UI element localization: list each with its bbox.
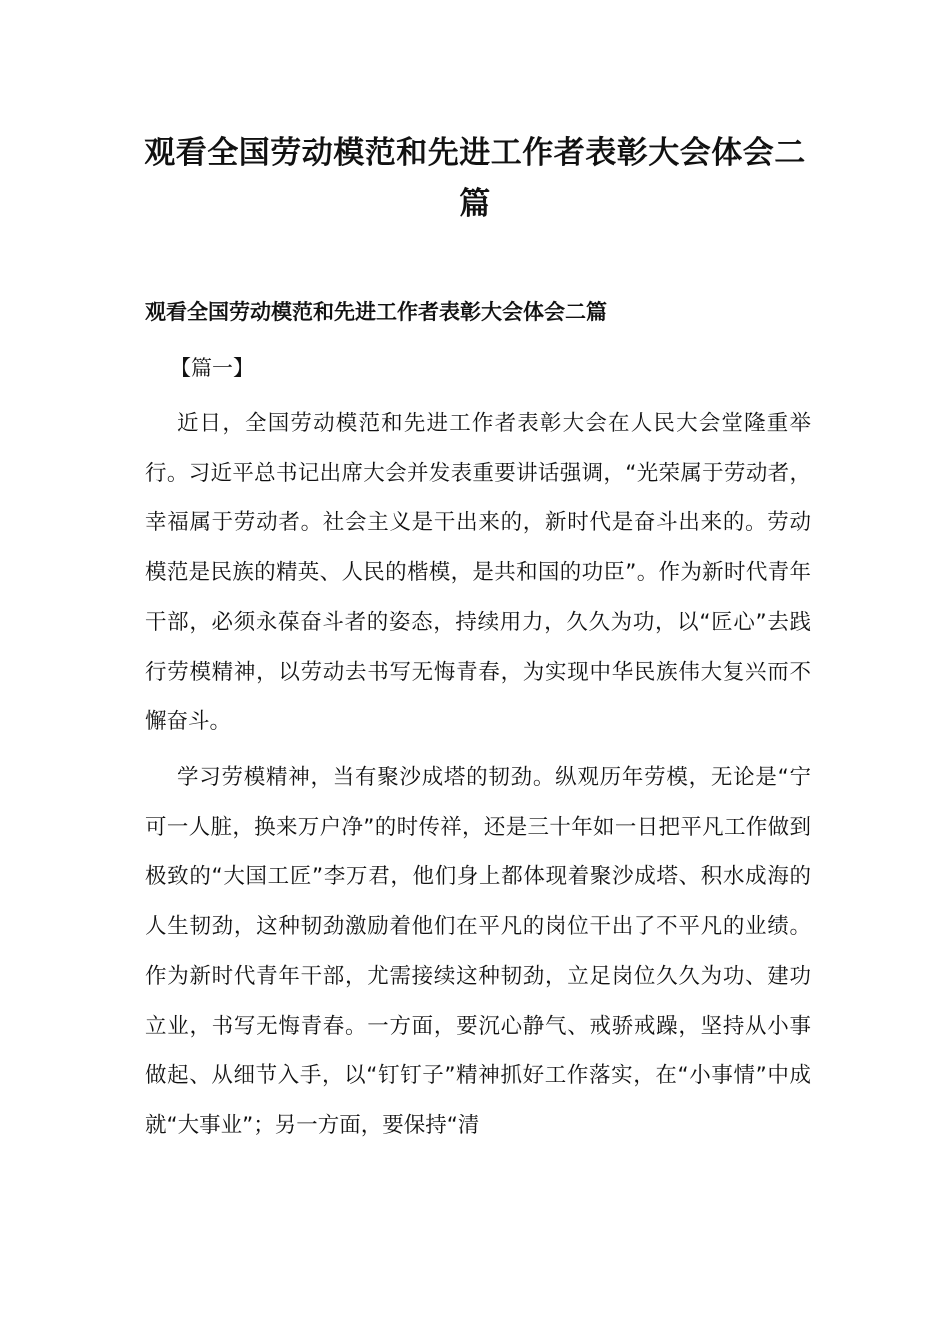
- section-label: 【篇一】: [170, 356, 254, 380]
- body-paragraph-1: 近日，全国劳动模范和先进工作者表彰大会在人民大会堂隆重举行。习近平总书记出席大会并发表重要讲话强调，“光荣属于劳动者，幸福属于劳动者。社会主义是干出来的，新时代是奋斗出来的。劳动模范是民族的精英、人民的楷模，是共和国的功臣”。作为新时代青年干部，必须永葆奋斗者的姿态，持续用力，久久为功，以“匠心”去践行劳模精神，以劳动去书写无悔青春，为实现中华民族伟大复兴而不懈奋斗。: [145, 411, 811, 735]
- body-paragraph-2: 学习劳模精神，当有聚沙成塔的韧劲。纵观历年劳模，无论是“宁可一人脏，换来万户净”的时传祥，还是三十年如一日把平凡工作做到极致的“大国工匠”李万君，他们身上都体现着聚沙成塔、积水成海的人生韧劲，这种韧劲激励着他们在平凡的岗位干出了不平凡的业绩。作为新时代青年干部，尤需接续这种韧劲，立足岗位久久为功、建功立业，书写无悔青春。一方面，要沉心静气、戒骄戒躁，坚持从小事做起、从细节入手，以“钉钉子”精神抓好工作落实，在“小事情”中成就“大事业”；另一方面，要保持“清: [145, 765, 811, 1138]
- document-title: 观看全国劳动模范和先进工作者表彰大会体会二篇: [144, 135, 806, 222]
- document-subtitle: 观看全国劳动模范和先进工作者表彰大会体会二篇: [145, 300, 607, 324]
